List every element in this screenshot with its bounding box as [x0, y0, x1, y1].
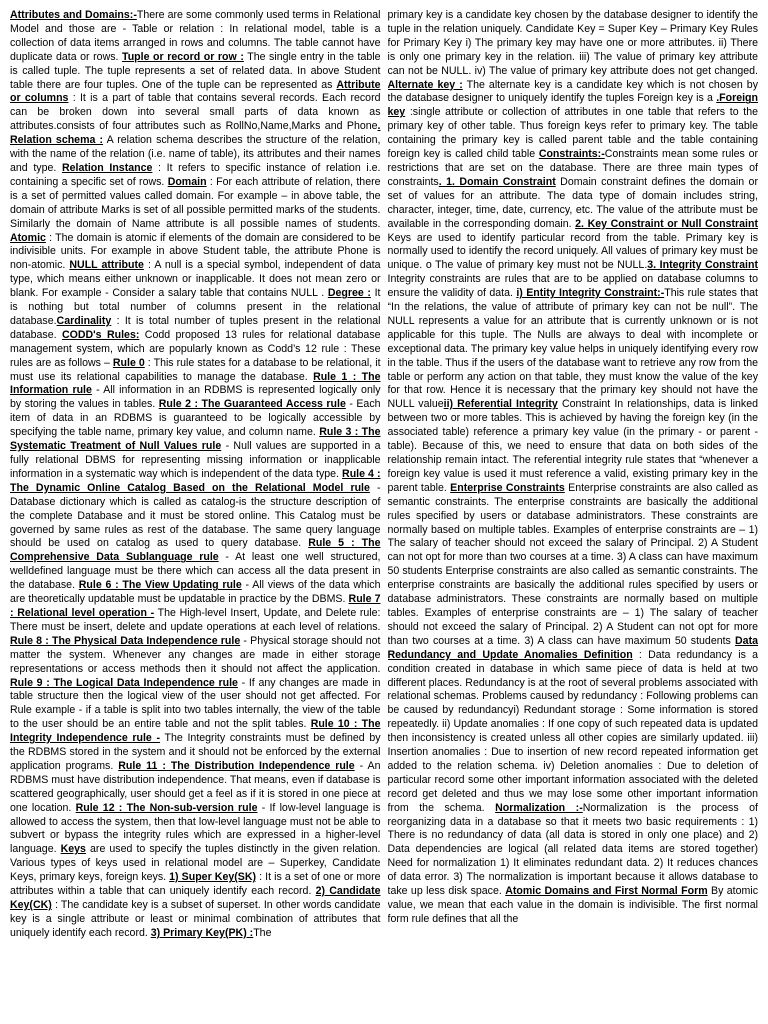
section-heading: Atomic — [10, 231, 46, 244]
left-column-text — [10, 9, 381, 941]
body-text: - All views of the data which are theoretically updatable must be updatable in practice by the DBMS. — [10, 579, 381, 606]
section-heading: . 1. Domain Constraint — [438, 175, 556, 188]
section-heading: Rule 11 : The Distribution Independence rule — [118, 759, 355, 772]
body-text: - Physical storage should not matter the system. Whenever any changes are made in either storage representations or access methods then it should not affect the application. — [10, 634, 381, 675]
body-text: : The domain is atomic if elements of the domain are considered to be indivisible units. For example in above Student table, the attribute Phone is non-atomic. — [10, 231, 381, 272]
body-text: Constraints mean some rules or restrictions that are set on the database. There are three main types of constraints — [387, 148, 758, 188]
section-heading: Cardinality — [56, 314, 112, 327]
body-text: : For each attribute of relation, there is a set of permitted values called domain. For example – in above table, the domain of attribute Marks is set of all possible permitted marks of the students. Similarly the domain of Name attribute is all possible names of students. — [10, 175, 381, 230]
section-heading: CODD's Rules: — [61, 328, 140, 341]
body-text: The High-level Insert, Update, and Delete rule: There must be insert, delete and update operations at each level of relations. — [10, 606, 381, 633]
section-heading: . Relation schema : — [10, 120, 381, 147]
right-column-text — [388, 9, 759, 927]
body-text: : It is a part of table that contains several records. Each record can be broken down into several small parts of data known as attributes.consists of four attributes such as RollNo,Name,Marks and Phone — [10, 92, 381, 133]
section-heading: Rule 7 : Relational level operation - — [10, 593, 381, 619]
body-text: : The candidate key is a subset of superset. In other words candidate key is a single attribute or least or minimal combination of attributes that uniquely identify each record. — [10, 899, 381, 939]
body-text: Codd proposed 13 rules for relational database management system, which are popularly known as Codd’s 12 rule : These rules are as follows – — [10, 328, 381, 369]
body-text: It is nothing but total number of columns present in the relational database. — [10, 287, 381, 327]
section-heading: Rule 12 : The Non-sub-version rule — [75, 801, 258, 814]
section-heading: NULL attribute — [69, 259, 144, 272]
body-text: : It is total number of tuples present in the relational database. — [10, 314, 381, 341]
section-heading: Constraints:- — [538, 148, 605, 161]
body-text: Domain constraint defines the domain or set of values for an attribute. The data type of domain includes string, character, integer, time, date, currency, etc. The value of the attribute must be available in the corresponding domain. — [387, 175, 758, 230]
body-text: A relation schema describes the structure of the relation, with the name of the relation (i.e. name of table), its attributes and their names and type. — [10, 134, 381, 174]
body-text: : Data redundancy is a condition created in database in which same piece of data is held at two different places. Redundancy is at the root of several problems associated with relational schemas. Problems caused by redundancy : Following problems can be caused by redundancyi) Redundant storage : Some information is stored repeatedly. ii) Update anomalies : If one copy of such repeated data is updated then inconsistency is created unless all other copies are similarly updated. iii) Insertion anomalies : Due to insertion of new record repeated information get added to the relation schema. iv) Deletion anomalies : Due to deletion of particular record some other important information associated with the deleted record get deleted and thus we may lose some other important information from the schema. — [387, 648, 758, 814]
section-heading: 3) Primary Key(PK) : — [150, 926, 254, 939]
body-text: - Each item of data in an RDBMS is guaranteed to be logically accessible by specifying the table name, primary key value, and column name. — [10, 398, 381, 439]
section-heading: ii) Referential Integrity — [443, 398, 558, 411]
section-heading: i) Entity Integrity Constraint:- — [516, 287, 665, 300]
body-text: The Integrity constraints must be defined by the RDBMS stored in the system and it should not be enforced by the external application programs. — [10, 732, 381, 772]
body-text: primary key is a candidate key chosen by the database designer to identify the tuple in the relation uniquely. Candidate Key = Super Key – Primary Key Rules for Primary Key i) The primary key may have one or more attributes. ii) There is only one primary key in the relation. iii) The value of primary key attribute can not be NULL. iv) The value of primary key attribute does not get changed. — [387, 9, 758, 77]
section-heading: Relation Instance — [61, 161, 153, 174]
section-heading: Atomic Domains and First Normal Form — [505, 885, 708, 898]
section-heading: 2) Candidate Key(CK) — [10, 885, 381, 911]
section-heading: Alternate key : — [387, 78, 463, 91]
section-heading: Rule 0 — [112, 356, 145, 369]
section-heading: Data Redundancy and Update Anomalies Definition — [387, 634, 758, 661]
body-text: - An RDBMS must have distribution independence. That means, even if database is scattered geographically, user should get a feel as if it is stored in one piece at one location. — [10, 759, 381, 814]
section-heading: .Foreign key — [387, 92, 758, 119]
section-heading: 1) Super Key(SK) — [169, 871, 257, 884]
body-text: This rule states that “In the relations, the value of attribute of primary key can not be null”. The NULL represents a value for an attribute that is currently unknown or is not applicable for this tuple. The Nulls are always to deal with incomplete or exceptional data. The primary key value helps in uniquely identifying every row in the table. Thus if the users of the database want to retrieve any row from the table or perform any action on that table, they must know the value of the key for that row. Hence it is necessary that the primary key should not have the NULL value — [387, 287, 758, 411]
body-text: - Null values are supported in a fully relational DBMS for representing missing information or inapplicable information in a systematic way which is independent of the data type. — [10, 440, 381, 480]
body-text: There are some commonly used terms in Relational Model and those are - Table or relation : In relational model, table is a collection of data items arranged in rows and columns. The table cannot have duplicate data or rows. — [10, 9, 381, 63]
body-text: Keys are used to identify particular record from the table. Primary key is normally used to identify the record uniquely. All values of primary key must be unique. o The value of primary key must not be NULL. — [387, 231, 758, 272]
section-heading: Domain — [167, 175, 207, 188]
section-heading: Degree : — [327, 287, 371, 300]
body-text: are used to specify the tuples distinctly in the given relation. Various types of keys used in relational model are – Superkey, Candidate Keys, primary keys, foreign keys. — [10, 843, 381, 884]
section-heading: Rule 8 : The Physical Data Independence rule — [10, 634, 241, 647]
body-text: Constraint In relationships, data is linked between two or more tables. This is achieved by having the foreign key (in the associated table) reference a primary key value (in the primary - or parent - table). Because of this, we need to ensure that data on both sides of the relationship remain intact. The referential integrity rule states that “whenever a foreign key value is used it must reference a valid, existing primary key in the parent table. — [387, 398, 758, 494]
section-heading: Rule 4 : The Dynamic Online Catalog Based on the Relational Model rule — [10, 467, 381, 494]
section-heading: Rule 10 : The Integrity Independence rule - — [10, 718, 381, 745]
section-heading: Normalization :- — [495, 801, 583, 814]
body-text: Integrity constraints are rules that are to be applied on database columns to ensure the validity of data. — [387, 273, 758, 300]
section-heading: 2. Key Constraint or Null Constraint — [575, 217, 758, 230]
section-heading: Rule 1 : The Information rule — [10, 370, 381, 397]
body-text: Normalization is the process of reorganizing data in a database so that it meets two basic requirements : 1) There is no redundancy of data (all data is stored in only one place) and 2) Data dependencies are logical (all related data items are stored together) Need for normalization 1) It eliminates redundant data. 2) It reduces chances of data error. 3) The normalization is important because it allows database to take up less disk space. — [387, 801, 758, 898]
body-text: The — [253, 926, 272, 939]
body-text: : This rule states for a database to be relational, it must use its relational capabilities to manage the database. — [10, 356, 381, 383]
section-heading: Rule 3 : The Systematic Treatment of Null Values rule — [10, 426, 381, 453]
section-heading: Rule 9 : The Logical Data Independence rule — [10, 676, 238, 689]
body-text: : It is a set of one or more attributes within a table that can uniquely identify each record. — [10, 871, 381, 898]
section-heading: Rule 6 : The View Updating rule — [78, 579, 242, 592]
body-text: - If any changes are made in table structure then the logical view of the user should not get affected. For Rule example - if a table is split into two tables internally, the view of the table to the user should be an entire table and not the split tables. — [10, 676, 381, 731]
left-column — [10, 9, 381, 1024]
section-heading: Rule 2 : The Guaranteed Access rule — [158, 398, 346, 411]
section-heading: Attributes and Domains:- — [10, 9, 137, 21]
body-text: : A null is a special symbol, independent of data type, which means either unknown or inapplicable. It does not mean zero or blank. For example - Consider a salary table that contains NULL . — [10, 259, 381, 300]
body-text: - All information in an RDBMS is represented logically only by storing the values in tables. — [10, 384, 381, 411]
body-text: - At least one well structured, welldefined language must be there which can access all the data present in the database. — [10, 551, 381, 592]
body-text: - If low-level language is allowed to access the system, then that low-level language must not be able to subvert or bypass the integrity rules which are expressed in a higher-level language. — [10, 801, 381, 856]
body-text: The alternate key is a candidate key which is not chosen by the database designer to uniquely identify the tuples Foreign key is a — [387, 78, 758, 105]
body-text: By atomic value, we mean that each value in the domain is indivisible. The first normal form rule defines that all the — [387, 885, 758, 925]
section-heading: Rule 5 : The Comprehensive Data Sublanguage rule — [10, 537, 381, 564]
section-heading: Enterprise Constraints — [450, 481, 565, 494]
section-heading: Tuple or record or row : — [122, 50, 244, 63]
section-heading: Attribute or columns — [10, 78, 381, 105]
section-heading: 3. Integrity Constraint — [647, 259, 758, 272]
body-text: :single attribute or collection of attributes in one table that refers to the primary key of other table. Thus foreign keys refer to primary key. The table containing the primary key is called parent table and the table containing foreign key is called child table — [387, 106, 758, 161]
right-column — [388, 9, 759, 1024]
body-text: - Database dictionary which is called as catalog-is the structure description of the complete Database and it must be stored online. This Catalog must be governed by same rules as rest of the database. The same query language should be used on catalog as used to query database. — [10, 481, 381, 550]
section-heading: Keys — [60, 843, 86, 856]
body-text: Enterprise constraints are also called as semantic constraints. The enterprise constraints are basically the additional rules specified by users or database administrators. These constraints are normally based on multiple tables. Examples of enterprise constraints are – 1) The salary of teacher should not exceed the salary of Principal. 2) A Student can not opt for more than two courses at a time. 3) A class can have maximum 50 students Enterprise constraints are also called as semantic constraints. The enterprise constraints are basically the additional rules specified by users or database administrators. These constraints are normally based on multiple tables. Examples of enterprise constraints are – 1) The salary of teacher should not exceed the salary of Principal. 2) A Student can not opt for more than two courses at a time. 3) A class can have maximum 50 students — [387, 481, 758, 647]
body-text: The single entry in the table is called tuple. The tuple represents a set of related data. In above Student table there are four tuples. One of the tuple can be represented as — [10, 50, 381, 91]
body-text: : It refers to specific instance of relation i.e. containing a specific set of rows. — [10, 161, 381, 188]
